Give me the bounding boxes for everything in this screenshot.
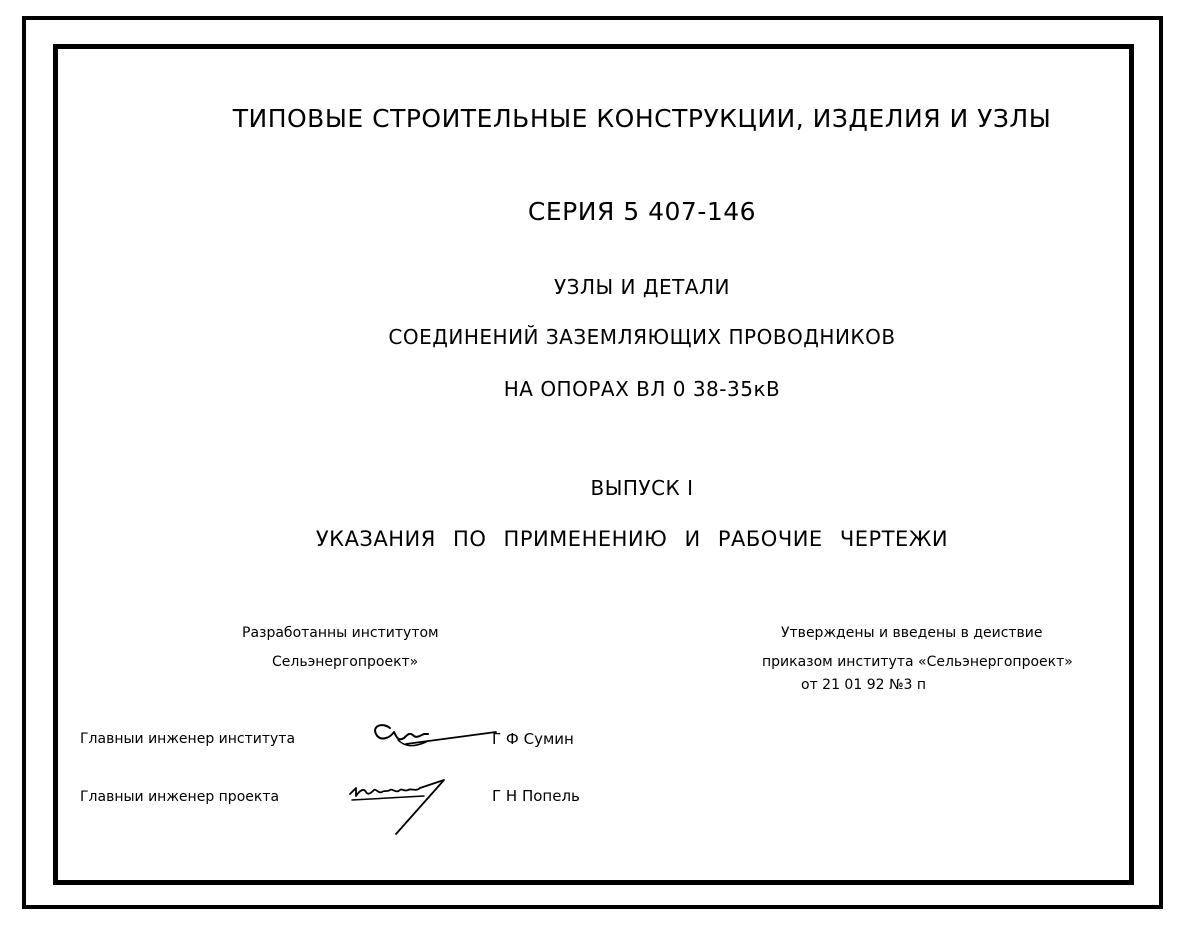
series-number: СЕРИЯ 5 407-146 <box>527 197 757 226</box>
approval-line-2: приказом института «Сельэнергопроект» <box>762 654 1073 670</box>
developer-label: Разработанны институтом <box>242 625 439 641</box>
chief-engineer-project-role: Главныи инженер проекта <box>80 789 280 805</box>
approval-line-3: от 21 01 92 №3 п <box>801 677 927 693</box>
chief-engineer-institute-name: Г Ф Сумин <box>492 730 574 748</box>
signature-popel-icon <box>344 770 454 842</box>
approval-line-1: Утверждены и введены в деиствие <box>781 625 1043 641</box>
developer-organization: Сельэнергопроект» <box>272 654 419 670</box>
subtitle-line-1: УЗЛЫ И ДЕТАЛИ <box>553 275 731 299</box>
chief-engineer-project-name: Г Н Попель <box>492 787 580 805</box>
subtitle-line-3: НА ОПОРАХ ВЛ 0 38-35кВ <box>503 377 781 401</box>
document-heading: ТИПОВЫЕ СТРОИТЕЛЬНЫЕ КОНСТРУКЦИИ, ИЗДЕЛИЯ И УЗЛЫ <box>232 104 1052 133</box>
issue-number: ВЫПУСК I <box>590 476 694 500</box>
signature-sumin-icon <box>368 718 498 758</box>
inner-border <box>53 44 1134 885</box>
chief-engineer-institute-role: Главныи инженер института <box>80 731 296 747</box>
instructions-title: УКАЗАНИЯ ПО ПРИМЕНЕНИЮ И РАБОЧИЕ ЧЕРТЕЖИ <box>315 527 949 551</box>
subtitle-line-2: СОЕДИНЕНИЙ ЗАЗЕМЛЯЮЩИХ ПРОВОДНИКОВ <box>388 325 896 349</box>
